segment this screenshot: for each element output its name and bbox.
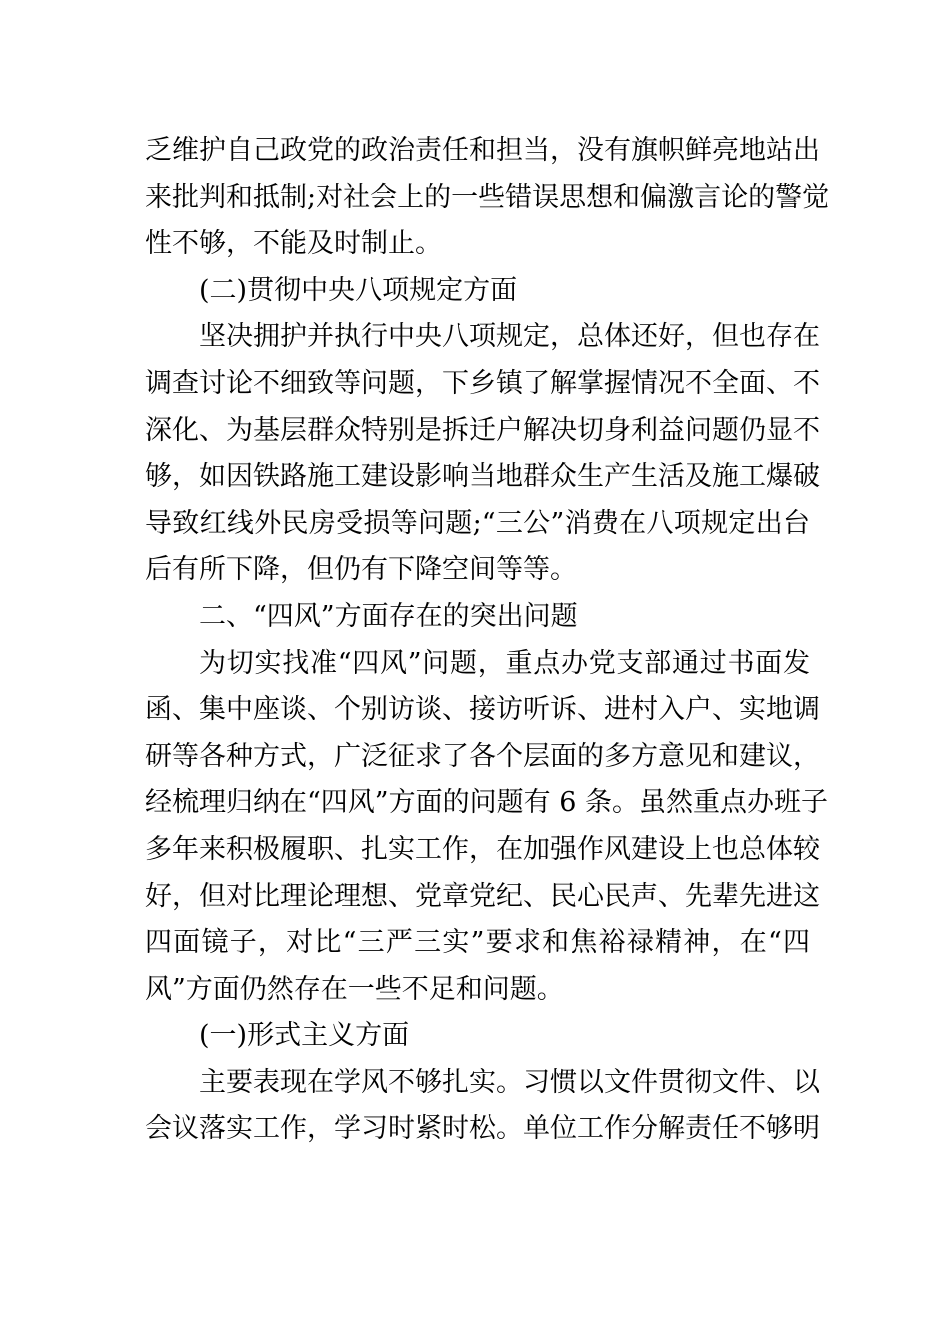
paragraph-line: 导致红线外民房受损等问题;“三公”消费在八项规定出台: [145, 507, 810, 539]
section-heading: (一)形式主义方面: [199, 1020, 410, 1052]
paragraph-line: 后有所下降，但仍有下降空间等等。: [145, 554, 577, 586]
paragraph-line: 好，但对比理论理想、党章党纪、民心民声、先辈先进这: [145, 880, 820, 912]
paragraph-line: 四面镜子，对比“三严三实”要求和焦裕禄精神，在“四: [145, 927, 810, 959]
paragraph-line: 会议落实工作，学习时紧时松。单位工作分解责任不够明: [145, 1113, 820, 1145]
paragraph-line: 多年来积极履职、扎实工作，在加强作风建设上也总体较: [145, 833, 820, 865]
paragraph-line: 来批判和抵制;对社会上的一些错误思想和偏激言论的警觉: [145, 181, 830, 213]
paragraph-line: 风”方面仍然存在一些不足和问题。: [145, 973, 564, 1005]
section-heading: 二、“四风”方面存在的突出问题: [199, 600, 578, 632]
paragraph-line: 函、集中座谈、个别访谈、接访听诉、进村入户、实地调: [145, 694, 820, 726]
paragraph-line: 性不够，不能及时制止。: [145, 228, 442, 260]
paragraph-line: 调查讨论不细致等问题，下乡镇了解掌握情况不全面、不: [145, 367, 820, 399]
section-heading: (二)贯彻中央八项规定方面: [199, 274, 518, 306]
paragraph-line: 坚决拥护并执行中央八项规定，总体还好，但也存在: [199, 321, 820, 353]
paragraph-line: 经梳理归纳在“四风”方面的问题有 6 条。虽然重点办班子: [145, 787, 828, 819]
paragraph-line: 深化、为基层群众特别是拆迁户解决切身利益问题仍显不: [145, 414, 820, 446]
paragraph-line: 为切实找准“四风”问题，重点办党支部通过书面发: [199, 647, 810, 679]
document-body: [145, 128, 830, 1153]
paragraph-line: 研等各种方式，广泛征求了各个层面的多方意见和建议，: [145, 740, 820, 772]
paragraph-line: 够，如因铁路施工建设影响当地群众生产生活及施工爆破: [145, 461, 820, 493]
paragraph-line: 主要表现在学风不够扎实。习惯以文件贯彻文件、以: [199, 1066, 820, 1098]
paragraph-line: 乏维护自己政党的政治责任和担当，没有旗帜鲜亮地站出: [145, 135, 820, 166]
